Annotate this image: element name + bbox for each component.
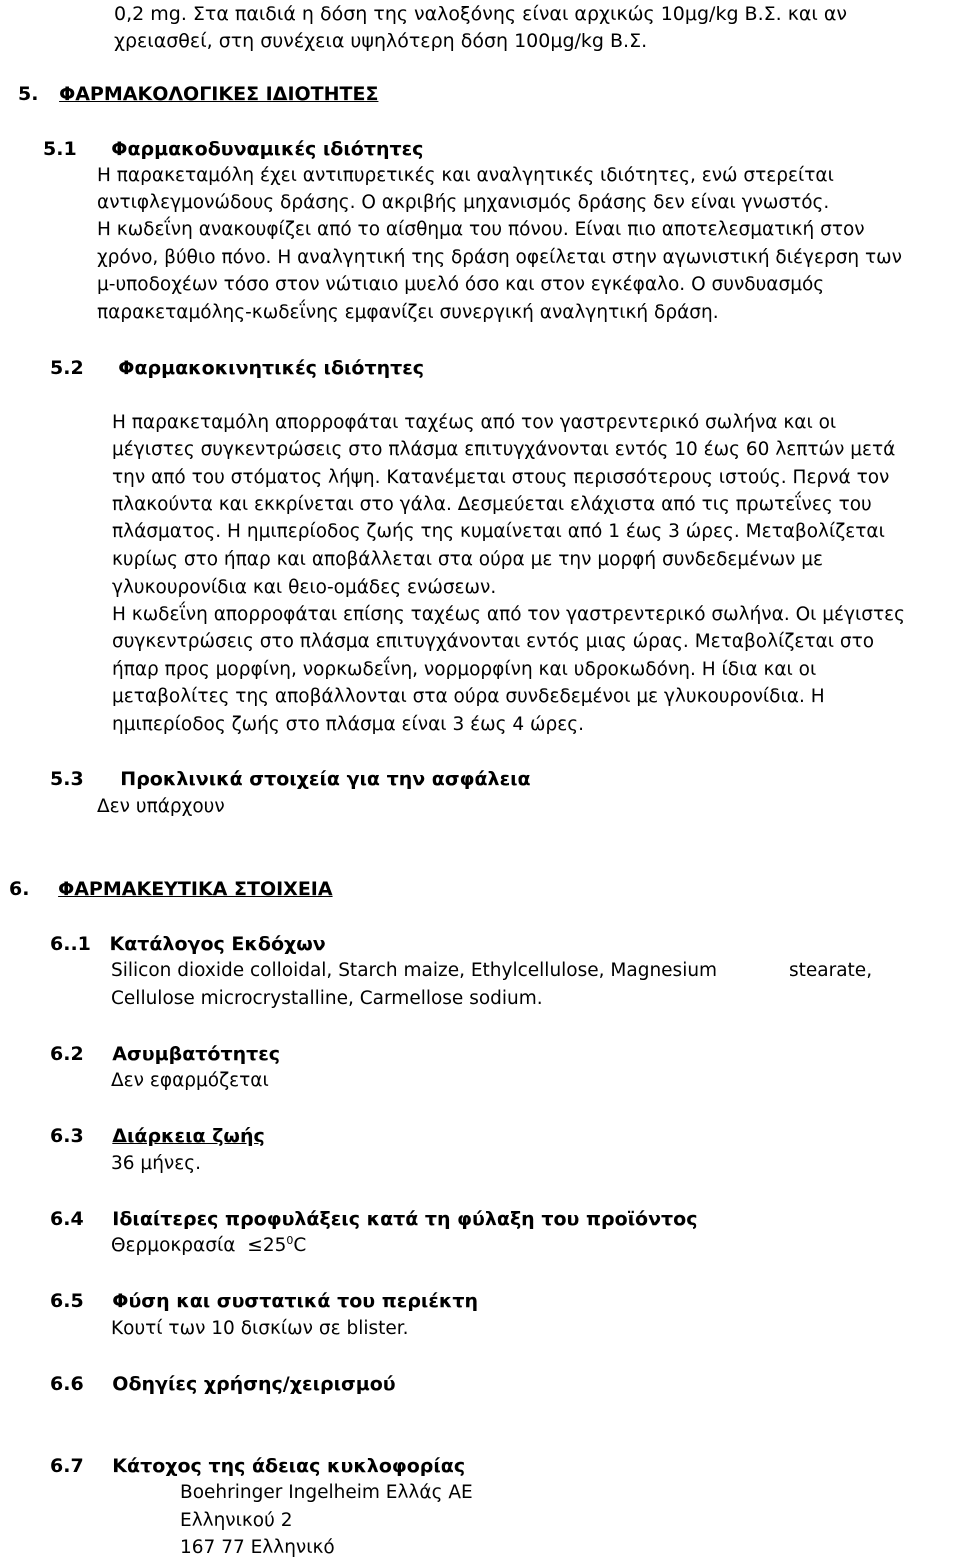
subsection-6-5-heading	[50, 1288, 478, 1314]
subsection-title: Ασυμβατότητες	[112, 1043, 281, 1065]
subsection-title: Ιδιαίτερες προφυλάξεις κατά τη φύλαξη του προϊόντος	[112, 1208, 698, 1230]
paragraph-line: Η παρακεταμόλη έχει αντιπυρετικές και αναλγητικές ιδιότητες, ενώ στερείται	[97, 165, 834, 186]
subsection-5-3-heading	[50, 766, 531, 792]
subsection-6-6-heading	[50, 1371, 396, 1397]
section-5-heading	[18, 81, 378, 107]
holder-name: Boehringer Ingelheim Ελλάς ΑΕ	[180, 1482, 473, 1503]
paragraph-line: Δεν εφαρμόζεται	[111, 1070, 269, 1091]
paragraph-line: συγκεντρώσεις στο πλάσμα επιτυγχάνονται εντός μιας ώρας. Μεταβολίζεται στο	[112, 631, 875, 652]
subsection-title: Φύση και συστατικά του περιέκτη	[112, 1290, 479, 1312]
subsection-title: Διάρκεια ζωής	[112, 1125, 265, 1147]
section-number: 5.	[18, 83, 39, 105]
subsection-number: 6.4	[50, 1208, 84, 1230]
paragraph-line: μ-υποδοχέων τόσο στον νώτιαιο μυελό όσο και στον εγκέφαλο. Ο συνδυασμός	[97, 274, 825, 295]
subsection-number: 6..1	[50, 933, 91, 955]
paragraph-line: Κουτί των 10 δισκίων σε blister.	[111, 1318, 409, 1339]
subsection-title: Προκλινικά στοιχεία για την ασφάλεια	[120, 768, 531, 790]
intro-line-2: χρειασθεί, στη συνέχεια υψηλότερη δόση 100μg/kg Β.Σ.	[114, 30, 648, 52]
subsection-number: 5.3	[50, 768, 84, 790]
temperature-unit: C	[293, 1235, 307, 1256]
subsection-number: 6.7	[50, 1455, 84, 1477]
temperature-label: Θερμοκρασία	[111, 1235, 242, 1256]
subsection-6-3-heading	[50, 1123, 265, 1149]
subsection-title: Κάτοχος της άδειας κυκλοφορίας	[112, 1455, 466, 1477]
paragraph-line: κυρίως στο ήπαρ και αποβάλλεται στα ούρα με την μορφή συνδεδεμένων με	[112, 549, 823, 570]
subsection-6-2-heading	[50, 1041, 280, 1067]
subsection-title: Φαρμακοκινητικές ιδιότητες	[118, 357, 425, 379]
paragraph-line: Δεν υπάρχουν	[97, 796, 225, 817]
paragraph-line: ημιπερίοδος ζωής στο πλάσμα είναι 3 έως 4 ώρες.	[112, 714, 584, 735]
paragraph-line: ήπαρ προς μορφίνη, νορκωδεΐνη, νορμορφίνη και υδροκωδόνη. Η ίδια και οι	[112, 659, 817, 680]
paragraph-line: παρακεταμόλης-κωδεΐνης εμφανίζει συνεργική αναλγητική δράση.	[97, 302, 719, 323]
paragraph-line: αντιφλεγμονώδους δράσης. Ο ακριβής μηχανισμός δράσης δεν είναι γνωστός.	[97, 192, 830, 213]
holder-city: 167 77 Ελληνικό	[180, 1537, 335, 1558]
paragraph-line: μεταβολίτες της αποβάλλονται στα ούρα συνδεδεμένοι με γλυκουρονίδια. Η	[112, 686, 825, 707]
storage-temperature	[111, 1233, 306, 1259]
subsection-title: Οδηγίες χρήσης/χειρισμού	[112, 1373, 396, 1395]
paragraph-line: Η κωδεΐνη ανακουφίζει από το αίσθημα του πόνου. Είναι πιο αποτελεσματική στον	[97, 219, 865, 240]
subsection-number: 5.2	[50, 357, 84, 379]
paragraph-line: γλυκουρονίδια και θειο-ομάδες ενώσεων.	[112, 577, 497, 598]
paragraph-line: την από του στόματος λήψη. Κατανέμεται στους περισσότερους ιστούς. Περνά τον	[112, 467, 890, 488]
subsection-6-7-heading	[50, 1453, 465, 1479]
paragraph-line: χρόνο, βύθιο πόνο. Η αναλγητική της δράση οφείλεται στην αγωνιστική διέγερση των	[97, 247, 902, 268]
paragraph-line: πλάσματος. Η ημιπερίοδος ζωής της κυμαίνεται από 1 έως 3 ώρες. Μεταβολίζεται	[112, 521, 885, 542]
degree-superscript: 0	[286, 1233, 294, 1247]
section-title: ΦΑΡΜΑΚΕΥΤΙΚΑ ΣΤΟΙΧΕΙΑ	[58, 878, 333, 900]
paragraph-line: μέγιστες συγκεντρώσεις στο πλάσμα επιτυγχάνονται εντός 10 έως 60 λεπτών μετά	[112, 439, 896, 460]
subsection-number: 6.6	[50, 1373, 84, 1395]
subsection-6-1-heading	[50, 931, 326, 957]
paragraph-line: Cellulose microcrystalline, Carmellose sodium.	[111, 988, 543, 1009]
subsection-number: 5.1	[43, 138, 77, 160]
paragraph-line: 36 μήνες.	[111, 1153, 201, 1174]
holder-street: Ελληνικού 2	[180, 1510, 293, 1531]
subsection-number: 6.2	[50, 1043, 84, 1065]
less-equal-symbol: ≤	[247, 1235, 263, 1256]
subsection-5-1-heading	[43, 136, 423, 162]
subsection-title: Κατάλογος Εκδόχων	[109, 933, 326, 955]
subsection-number: 6.3	[50, 1125, 84, 1147]
paragraph-line: Η κωδεΐνη απορροφάται επίσης ταχέως από τον γαστρεντερικό σωλήνα. Οι μέγιστες	[112, 604, 905, 625]
paragraph-line: πλακούντα και εκκρίνεται στο γάλα. Δεσμεύεται ελάχιστα από τις πρωτεΐνες του	[112, 494, 872, 515]
section-number: 6.	[9, 878, 30, 900]
paragraph-line: Η παρακεταμόλη απορροφάται ταχέως από τον γαστρεντερικό σωλήνα και οι	[112, 412, 837, 433]
paragraph-line: stearate,	[789, 960, 873, 981]
subsection-5-2-heading	[50, 355, 424, 381]
temperature-value: 25	[262, 1235, 287, 1256]
section-title: ΦΑΡΜΑΚΟΛΟΓΙΚΕΣ ΙΔΙΟΤΗΤΕΣ	[59, 83, 379, 105]
section-6-heading	[9, 876, 333, 902]
subsection-number: 6.5	[50, 1290, 84, 1312]
subsection-6-4-heading	[50, 1206, 697, 1232]
paragraph-line: Silicon dioxide colloidal, Starch maize, Ethylcellulose, Magnesium	[111, 960, 718, 981]
intro-line-1: 0,2 mg. Στα παιδιά η δόση της ναλοξόνης είναι αρχικώς 10μg/kg Β.Σ. και αν	[114, 3, 848, 25]
subsection-title: Φαρμακοδυναμικές ιδιότητες	[111, 138, 424, 160]
